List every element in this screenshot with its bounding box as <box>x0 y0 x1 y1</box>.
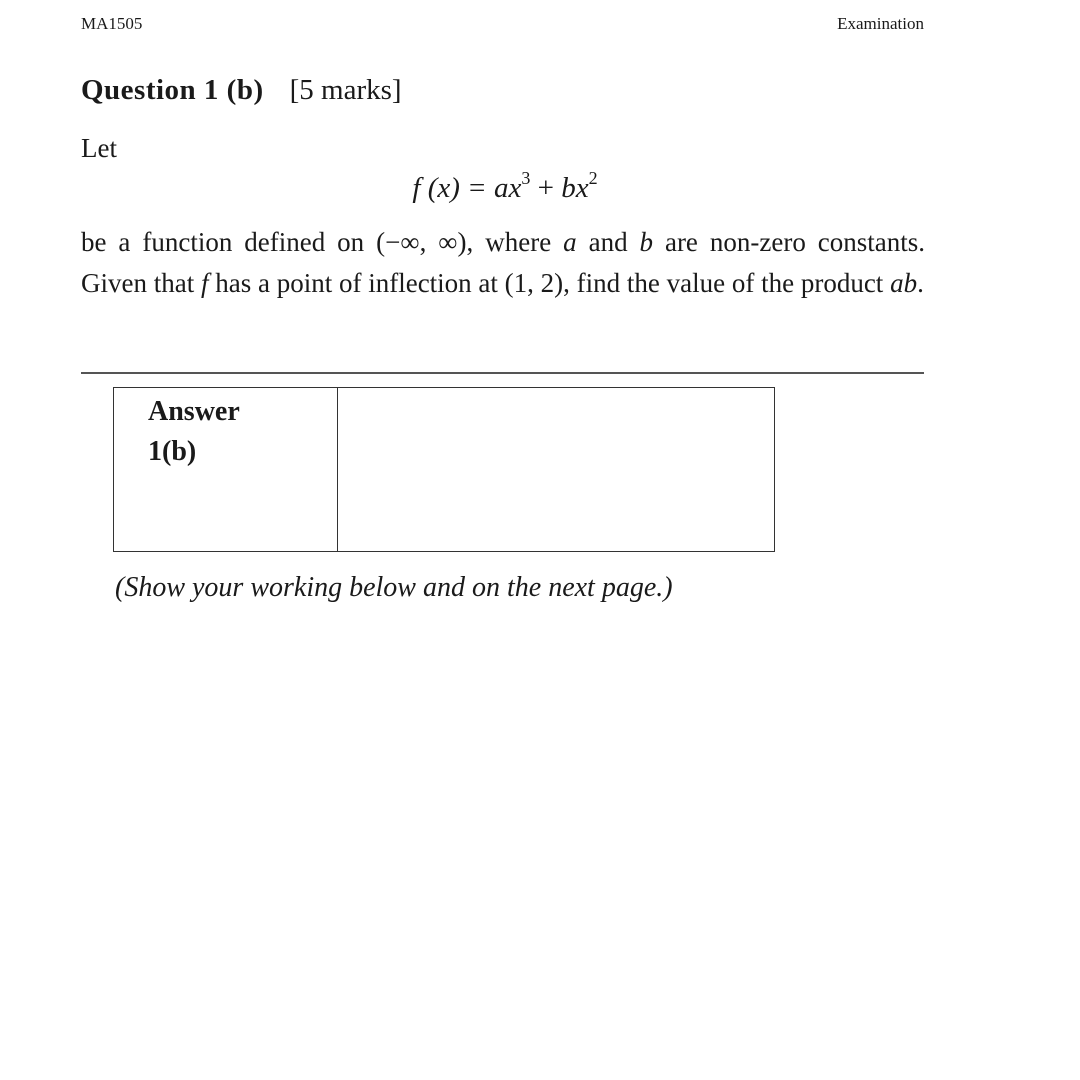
body-text: are non-zero constants. Given that <box>81 227 925 298</box>
var-f: f <box>200 268 209 298</box>
var-b: b <box>639 227 654 257</box>
eq-plus: + <box>530 172 562 204</box>
answer-field[interactable] <box>338 388 774 551</box>
function-equation <box>0 168 1010 205</box>
document-type: Examination <box>837 14 924 33</box>
eq-exp2: 2 <box>588 168 598 188</box>
eq-term2: bx <box>561 172 589 204</box>
question-title: Question 1 (b) <box>81 74 264 106</box>
body-text: has a point of inflection at (1, 2), find the value of the product <box>208 268 891 298</box>
body-text: be a function defined on (−∞, ∞), where <box>81 227 564 257</box>
answer-label-line1: Answer <box>148 396 240 427</box>
answer-box <box>113 387 775 552</box>
eq-exp1: 3 <box>521 168 531 188</box>
question-body <box>81 222 925 304</box>
course-code: MA1505 <box>81 14 143 33</box>
eq-lhs: f (x) = <box>412 172 494 204</box>
question-intro: Let <box>81 133 117 163</box>
eq-term1: ax <box>493 172 522 204</box>
working-instruction: (Show your working below and on the next page.) <box>115 572 673 603</box>
answer-label <box>114 388 338 551</box>
answer-label-line2: 1(b) <box>148 436 197 467</box>
body-text: and <box>576 227 640 257</box>
body-text: . <box>917 268 924 298</box>
question-marks: [5 marks] <box>289 74 402 106</box>
var-a: a <box>563 227 577 257</box>
question-heading <box>81 74 402 107</box>
var-ab: ab <box>890 268 918 298</box>
section-divider <box>81 372 924 374</box>
